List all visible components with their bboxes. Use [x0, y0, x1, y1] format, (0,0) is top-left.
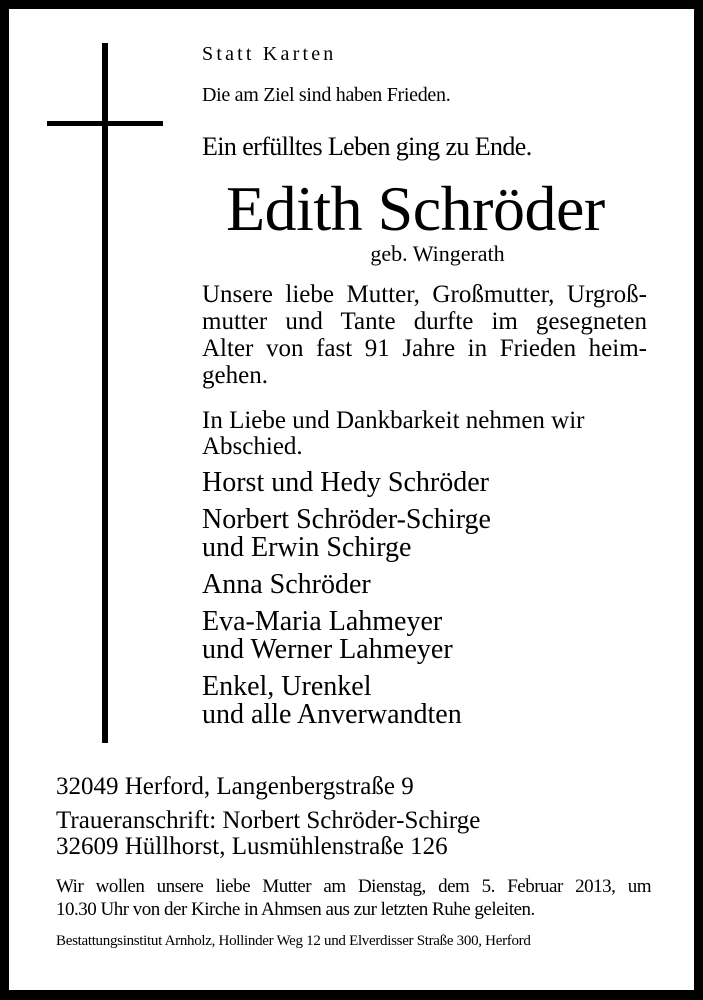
- mourner-line: Norbert Schröder-Schirge: [202, 504, 491, 535]
- funeral-line: Wir wollen unsere liebe Mutter am Dienstag, dem 5. Februar 2013, um: [56, 876, 651, 897]
- motto: Die am Ziel sind haben Frieden.: [202, 84, 451, 106]
- farewell-line: Abschied.: [202, 433, 303, 460]
- deceased-name: Edith Schröder: [226, 173, 605, 244]
- paragraph-line: Unsere liebe Mutter, Großmutter, Urgroß-: [202, 281, 647, 308]
- paragraph-line: Alter von fast 91 Jahre in Frieden heim-: [202, 335, 647, 362]
- paragraph-line: mutter und Tante durfte im gesegneten: [202, 308, 647, 335]
- cross-vertical-bar: [102, 43, 108, 743]
- funeral-details: [56, 875, 651, 921]
- cross-horizontal-bar: [47, 121, 163, 126]
- mourner-group: [202, 469, 491, 497]
- undertaker-info: Bestattungsinstitut Arnholz, Hollinder Weg 12 und Elverdisser Straße 300, Herford: [56, 933, 531, 949]
- mourner-group: [202, 673, 491, 729]
- mourner-group: [202, 506, 491, 562]
- mourner-line: Enkel, Urenkel: [202, 671, 372, 702]
- address-block: [56, 774, 480, 860]
- notice-header: Statt Karten: [202, 43, 337, 65]
- announcement-paragraph: [202, 281, 647, 389]
- funeral-line: 10.30 Uhr von der Kirche in Ahmsen aus zur letzten Ruhe geleiten.: [56, 899, 535, 920]
- mourning-address: 32609 Hüllhorst, Lusmühlenstraße 126: [56, 833, 448, 860]
- mourning-address-label: Traueranschrift: Norbert Schröder-Schirge: [56, 807, 481, 834]
- mourner-line: Anna Schröder: [202, 569, 371, 600]
- lead-line: Ein erfülltes Leben ging zu Ende.: [202, 132, 532, 161]
- mourners-list: [202, 469, 491, 738]
- mourner-group: [202, 608, 491, 664]
- mourner-line: und Werner Lahmeyer: [202, 634, 453, 665]
- mourner-line: Horst und Hedy Schröder: [202, 467, 489, 498]
- mourner-line: und alle Anverwandten: [202, 699, 462, 730]
- mourner-line: und Erwin Schirge: [202, 532, 412, 563]
- obituary-notice: [9, 9, 694, 990]
- residence-address: 32049 Herford, Langenbergstraße 9: [56, 773, 414, 800]
- farewell-line: In Liebe und Dankbarkeit nehmen wir: [202, 407, 585, 434]
- farewell-text: [202, 408, 585, 460]
- maiden-name: geb. Wingerath: [370, 241, 505, 266]
- mourner-line: Eva-Maria Lahmeyer: [202, 606, 443, 637]
- paragraph-line: gehen.: [202, 362, 268, 389]
- mourner-group: [202, 571, 491, 599]
